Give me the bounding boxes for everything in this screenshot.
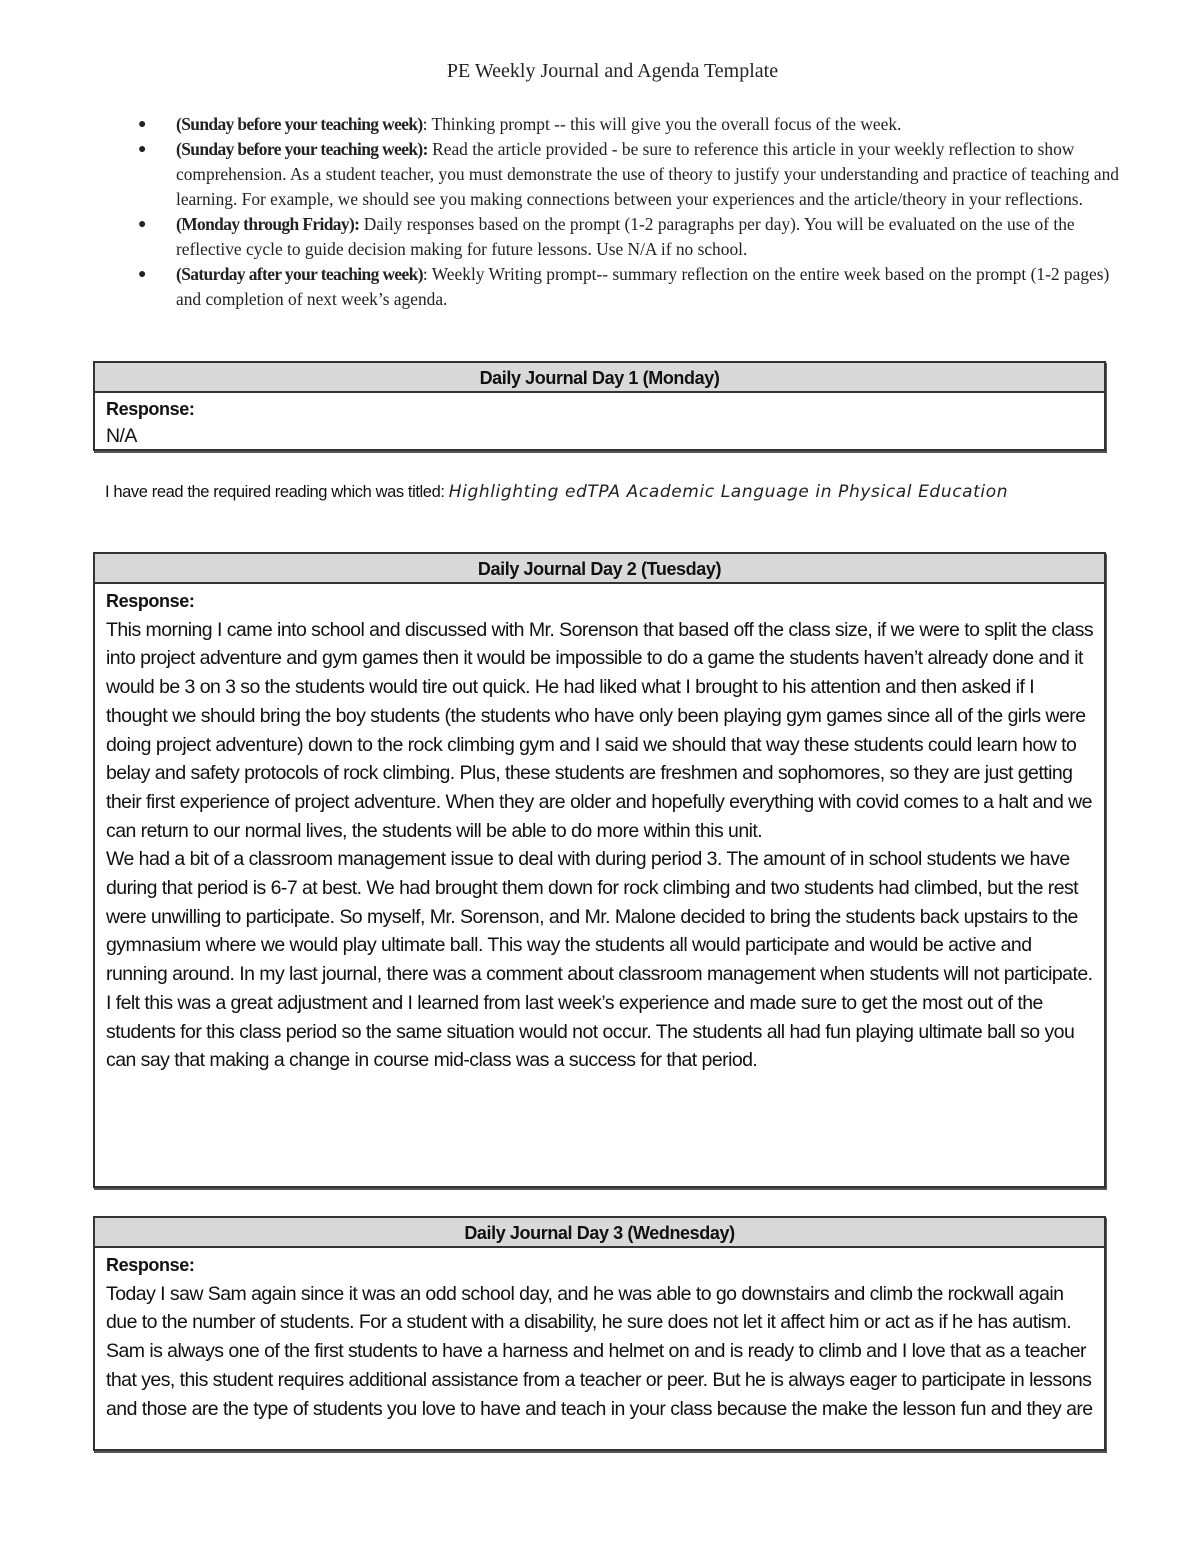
required-reading-statement xyxy=(105,480,1105,504)
instruction-text: Daily responses based on the prompt (1-2 paragraphs per day). You will be evaluated on the use of the reflective cycle to guide decision making for future lessons. Use N/A if no school. xyxy=(176,214,1075,259)
journal-day-2-body xyxy=(95,584,1104,1077)
instruction-text: Read the article provided - be sure to reference this article in your weekly reflection to show comprehension. As a student teacher, you must demonstrate the use of theory to justify your understanding and practice of teaching and learning. For example, we should see you making connections between your experiences and the article/theory in your reflections. xyxy=(176,139,1119,209)
instruction-label: (Sunday before your teaching week) xyxy=(176,114,423,134)
instruction-item xyxy=(138,137,1128,212)
journal-day-2-header: Daily Journal Day 2 (Tuesday) xyxy=(95,554,1104,584)
instruction-label: (Sunday before your teaching week): xyxy=(176,139,428,159)
instruction-text: : Thinking prompt -- this will give you the overall focus of the week. xyxy=(422,114,902,134)
journal-day-2-table xyxy=(93,552,1106,1188)
response-paragraph: We had a bit of a classroom management issue to deal with during period 3. The amount of in school students we have during that period is 6-7 at best. We had brought them down for rock climbing and two students had climbed, but the rest were unwilling to participate. So myself, Mr. Sorenson, and Mr. Malone decided to bring the students back upstairs to the gymnasium where we would play ultimate ball. This way the students all would participate and would be active and running around. In my last journal, there was a comment about classroom management when students will not participate. I felt this was a great adjustment and I learned from last week’s experience and made sure to get the most out of the students for this class period so the same situation would not occur. The students all had fun playing ultimate ball so you can say that making a change in course mid-class was a success for that period. xyxy=(106,848,1093,1072)
response-label: Response: xyxy=(106,399,195,419)
journal-day-3-header: Daily Journal Day 3 (Wednesday) xyxy=(95,1218,1104,1248)
bullet-icon: ● xyxy=(138,217,147,232)
instruction-label: (Monday through Friday): xyxy=(176,214,360,234)
required-reading-prefix: I have read the required reading which was titled: xyxy=(105,483,449,501)
document-title: PE Weekly Journal and Agenda Template xyxy=(446,60,779,82)
bullet-icon: ● xyxy=(138,142,147,157)
response-label: Response: xyxy=(106,591,195,611)
instruction-label: (Saturday after your teaching week) xyxy=(176,264,423,284)
response-paragraph: This morning I came into school and discussed with Mr. Sorenson that based off the class size, if we were to split the class into project adventure and gym games then it would be impossible to do a game the students haven’t already done and it would be 3 on 3 so the students would tire out quick. He had liked what I brought to his attention and then asked if I thought we should bring the boy students (the students who have only been playing gym games since all of the girls were doing project adventure) down to the rock climbing gym and I said we should that way these students could learn how to belay and safety protocols of rock climbing. Plus, these students are freshmen and sophomores, so they are just getting their first experience of project adventure. When they are older and hopefully everything with covid comes to a halt and we can return to our normal lives, the students will be able to do more within this unit. xyxy=(106,618,1094,842)
journal-day-1-header: Daily Journal Day 1 (Monday) xyxy=(95,363,1104,393)
response-label: Response: xyxy=(106,1255,195,1275)
instruction-item xyxy=(138,112,1128,137)
journal-day-1-table xyxy=(93,361,1106,451)
instructions-list xyxy=(138,112,1128,312)
bullet-icon: ● xyxy=(138,117,147,132)
instruction-item xyxy=(138,262,1128,312)
response-text: N/A xyxy=(106,425,137,447)
instruction-item xyxy=(138,212,1128,262)
bullet-icon: ● xyxy=(138,267,147,282)
journal-day-3-table xyxy=(93,1216,1106,1451)
journal-day-1-body xyxy=(95,393,1104,452)
journal-day-3-body xyxy=(95,1248,1104,1449)
required-reading-title: Highlighting edTPA Academic Language in Physical Education xyxy=(448,482,1009,502)
response-paragraph: Today I saw Sam again since it was an odd school day, and he was able to go downstairs and climb the rockwall again due to the number of students. For a student with a disability, he sure does not let it affect him or act as if he has autism. Sam is always one of the first students to have a harness and helmet on and is ready to climb and I love that as a teacher that yes, this student requires additional assistance from a teacher or peer. But he is always eager to participate in lessons and those are the type of students you love to have and teach in your class because the make the lesson fun and they are xyxy=(106,1282,1093,1420)
instruction-text: : Weekly Writing prompt-- summary reflection on the entire week based on the prompt (1-2 pages) and completion of next week’s agenda. xyxy=(176,264,1110,309)
